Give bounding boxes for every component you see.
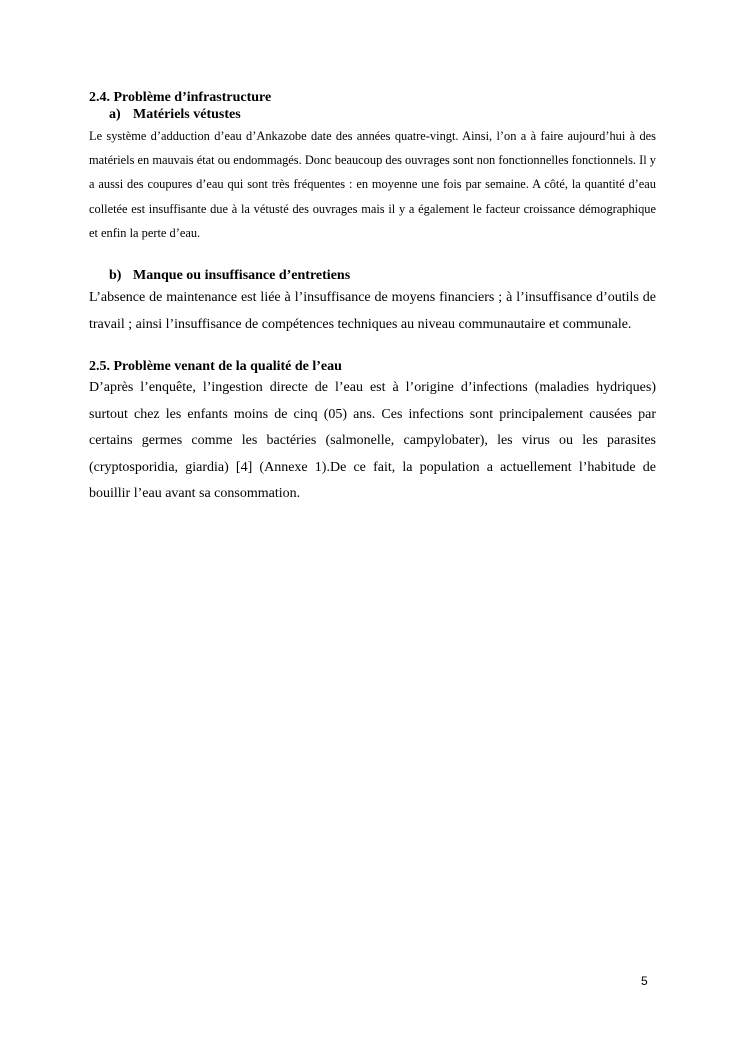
subsection-b-marker: b) <box>109 268 122 284</box>
subsection-a-title: Matériels vétustes <box>133 107 241 122</box>
spacer <box>89 338 656 358</box>
page-number: 5 <box>641 974 648 988</box>
subsection-a-marker: a) <box>109 107 121 122</box>
subsection-b-paragraph: L’absence de maintenance est liée à l’insuffisance de moyens financiers ; à l’insuffisance d’outils de travail ; ainsi l’insuffisance de compétences techniques au niveau communautaire et communale. <box>89 290 656 332</box>
section-2-5-paragraph: D’après l’enquête, l’ingestion directe de l’eau est à l’origine d’infections (maladies hydriques) surtout chez les enfants moins de cinq (05) ans. Ces infections sont principalement causées par certains germes comme les bactéries (salmonelle, campylobater), les virus ou les parasites (cryptosporidia, giardia) [4] (Annexe 1).De ce fait, la population a actuellement l’habitude de bouillir l’eau avant sa consommation. <box>89 380 656 502</box>
section-2-5-heading: 2.5. Problème venant de la qualité de l’eau <box>89 359 342 375</box>
spacer <box>89 245 656 267</box>
subsection-a-paragraph: Le système d’adduction d’eau d’Ankazobe date des années quatre-vingt. Ainsi, l’on a à faire aujourd’hui à des matériels en mauvais état ou endommagés. Donc beaucoup des ouvrages sont non fonctionnelles fonctionnels. Il y a aussi des coupures d’eau qui sont très fréquentes : en moyenne une fois par semaine. A côté, la quantité d’eau colletée est insuffisante due à la vétusté des ouvrages mais il y a également le facteur croissance démographique et enfin la perte d’eau. <box>89 129 656 240</box>
page-content <box>89 89 656 508</box>
subsection-b-title: Manque ou insuffisance d’entretiens <box>133 268 351 284</box>
section-2-4-heading: 2.4. Problème d’infrastructure <box>89 90 272 105</box>
subsection-a-heading <box>109 106 656 124</box>
subsection-b-heading <box>109 267 656 285</box>
